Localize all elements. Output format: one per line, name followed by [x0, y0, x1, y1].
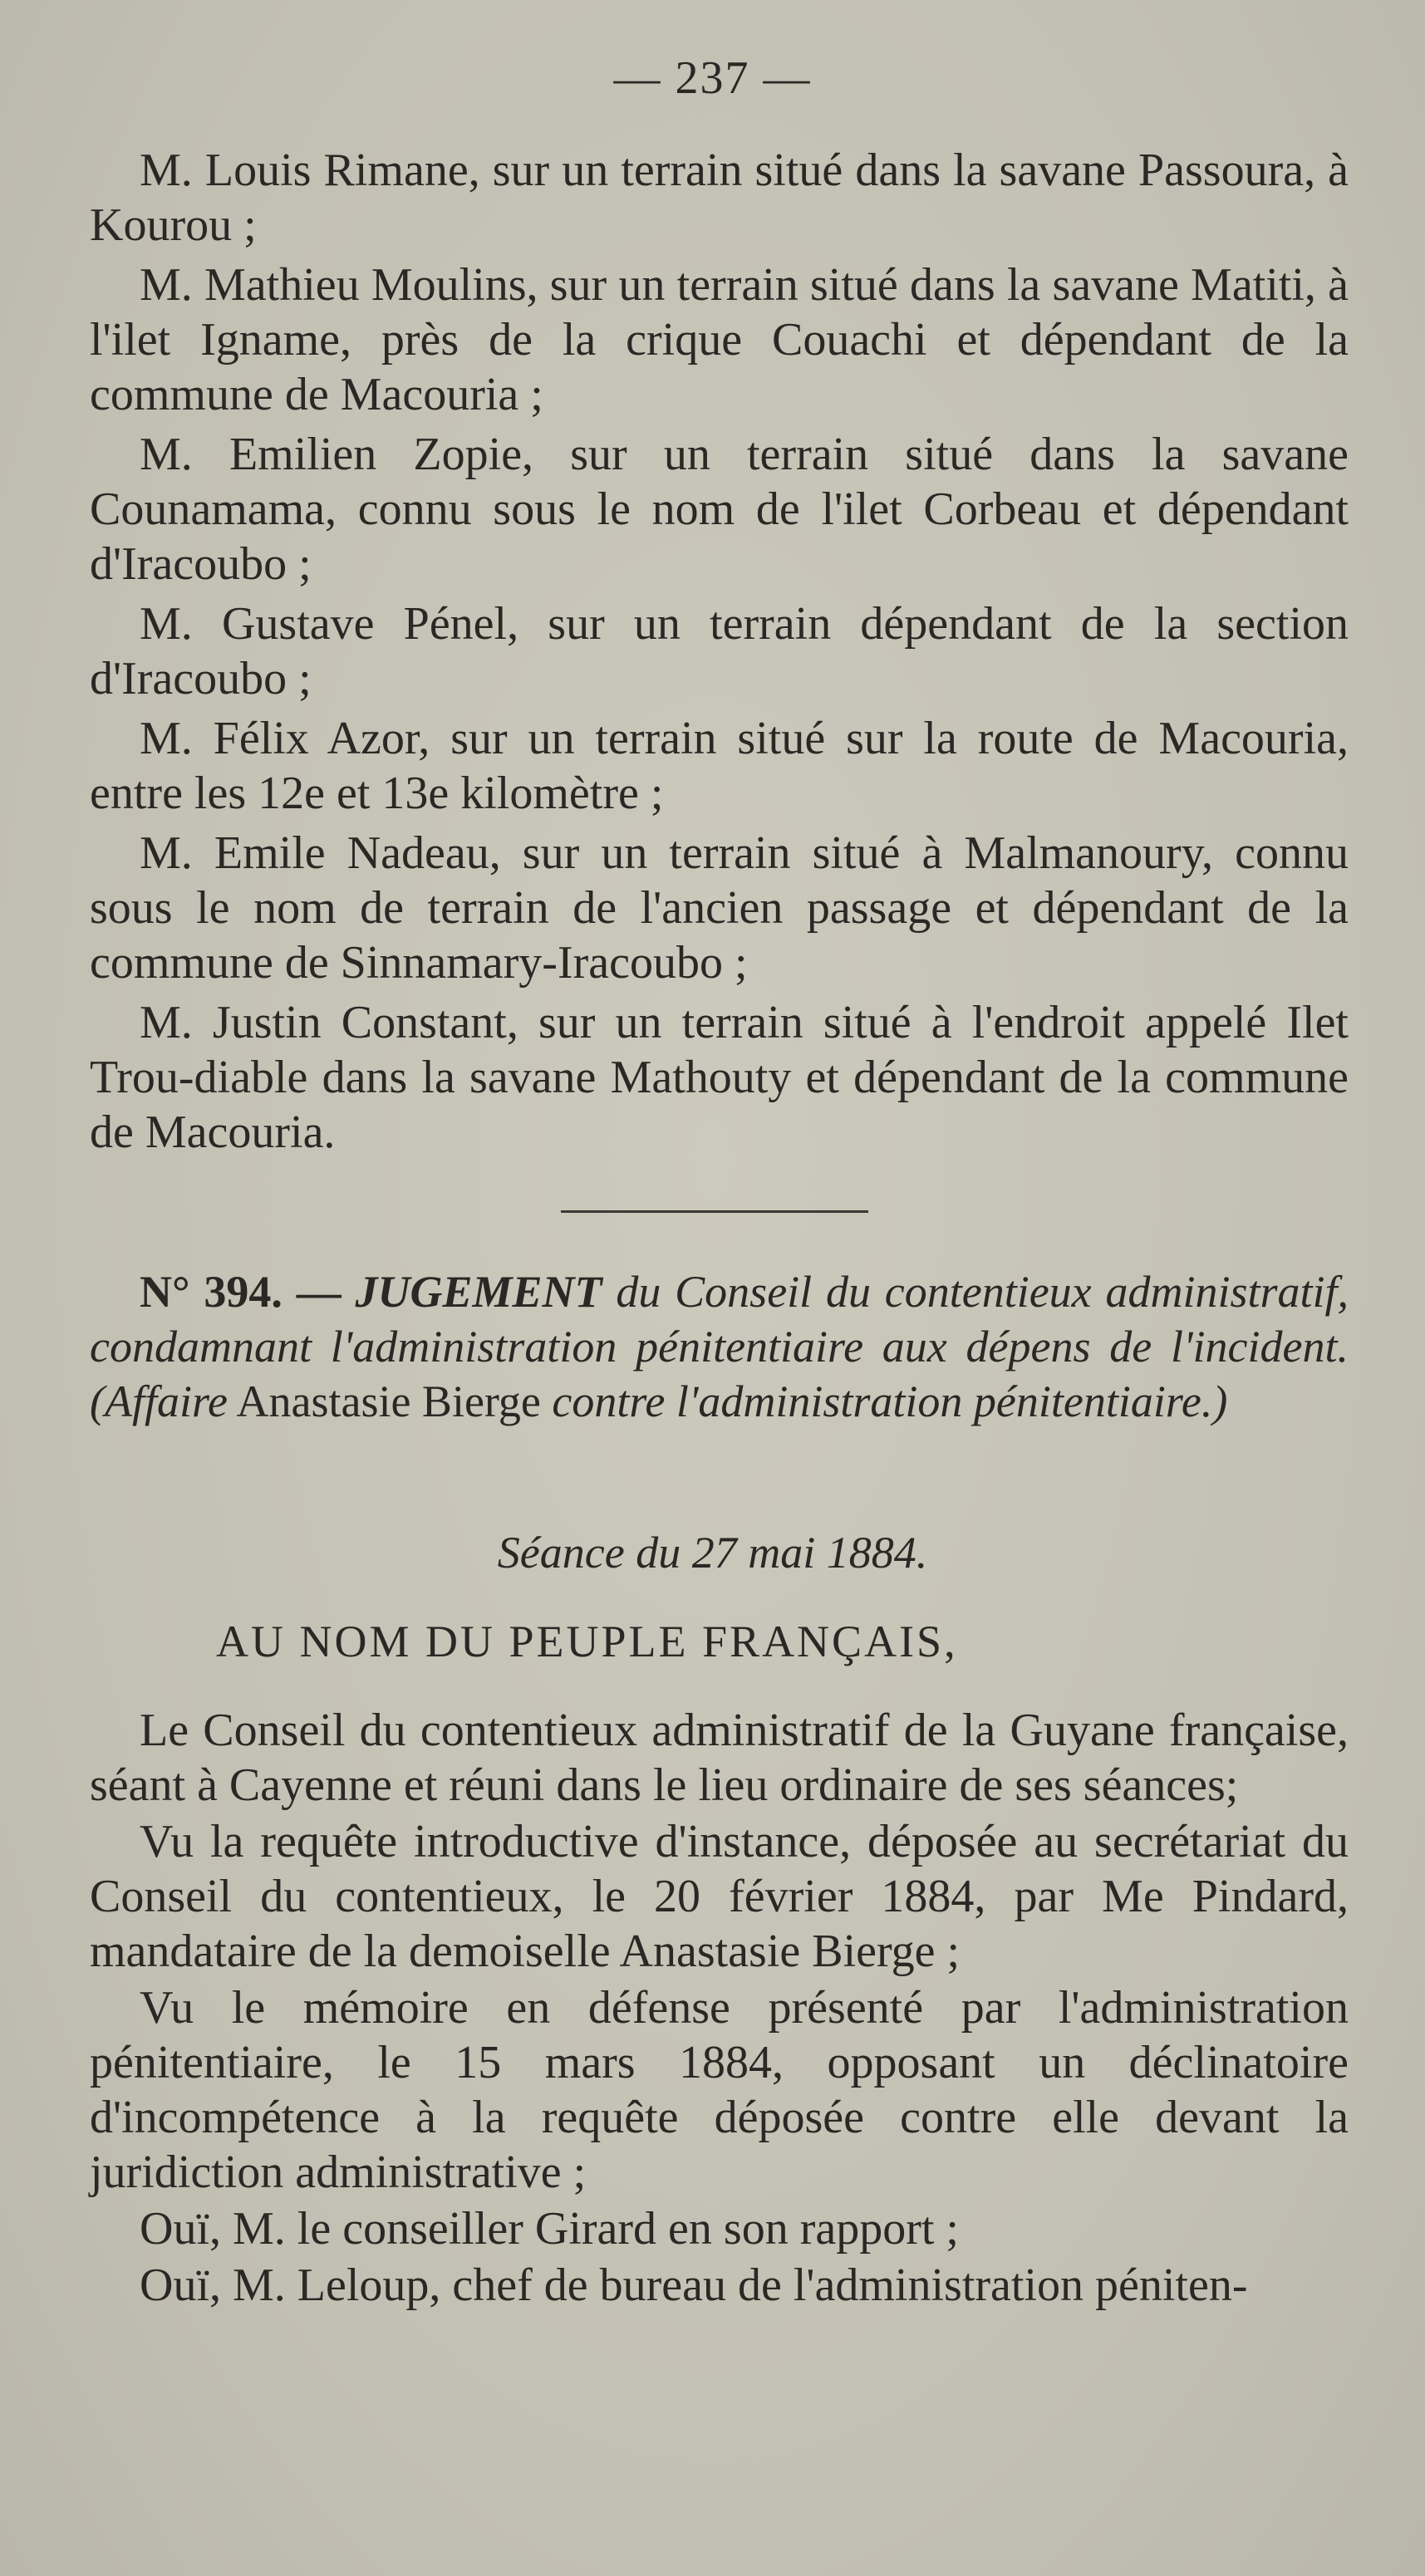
paragraph: M. Félix Azor, sur un terrain situé sur la route de Macouria, entre les 12e et 13e kilomètre ; [90, 713, 1349, 819]
affair-parties: Anastasie Bierge [227, 1376, 553, 1426]
section-divider [561, 1210, 868, 1213]
judgment-number: N° 394. — [140, 1267, 342, 1317]
judgment-subtitle: du Conseil du contentieux administratif, condamnant l'administration pénitentiaire aux dépens de l'incident. ( [90, 1267, 1349, 1426]
judgment-title: JUGEMENT [355, 1267, 602, 1317]
affair-label: Affaire [104, 1376, 228, 1426]
paragraph: Vu le mémoire en défense présenté par l'administration pénitentiaire, le 15 mars 1884, opposant un déclinatoire d'incompétence à la requête déposée contre elle devant la juridiction administrative ; [90, 1982, 1349, 2198]
paragraph: Ouï, M. le conseiller Girard en son rapport ; [140, 2203, 959, 2255]
paragraph: Le Conseil du contentieux administratif de la Guyane française, séant à Cayenne et réuni dans le lieu ordinaire de ses séances; [90, 1705, 1349, 1811]
affair-rest: contre l'administration pénitentiaire.) [552, 1376, 1228, 1426]
paragraph: M. Emile Nadeau, sur un terrain situé à Malmanoury, connu sous le nom de terrain de l'ancien passage et dépendant de la commune de Sinnamary-Iracoubo ; [90, 827, 1349, 989]
concession-list [90, 143, 1349, 1165]
paragraph: M. Emilien Zopie, sur un terrain situé dans la savane Counamama, connu sous le nom de l'ilet Corbeau et dépendant d'Iracoubo ; [90, 429, 1349, 590]
paragraph: Vu la requête introductive d'instance, déposée au secrétariat du Conseil du contentieux, le 20 février 1884, par Me Pindard, mandataire de la demoiselle Anastasie Bierge ; [90, 1816, 1349, 1977]
page-number: — 237 — [613, 52, 812, 104]
paragraph: M. Mathieu Moulins, sur un terrain situé dans la savane Matiti, à l'ilet Igname, près de la crique Couachi et dépendant de la commune de Macouria ; [90, 259, 1349, 420]
preamble-heading: AU NOM DU PEUPLE FRANÇAIS, [216, 1617, 958, 1666]
session-date: Séance du 27 mai 1884. [497, 1528, 928, 1577]
judgment-body [90, 1703, 1349, 2314]
paragraph: M. Gustave Pénel, sur un terrain dépendant de la section d'Iracoubo ; [90, 598, 1349, 704]
paragraph: M. Louis Rimane, sur un terrain situé dans la savane Passoura, à Kourou ; [90, 145, 1349, 251]
paragraph: Ouï, M. Leloup, chef de bureau de l'administration péniten- [140, 2260, 1248, 2311]
paragraph: M. Justin Constant, sur un terrain situé à l'endroit appelé Ilet Trou-diable dans la savane Mathouty et dépendant de la commune de Macouria. [90, 997, 1349, 1158]
judgment-heading [90, 1264, 1349, 1429]
